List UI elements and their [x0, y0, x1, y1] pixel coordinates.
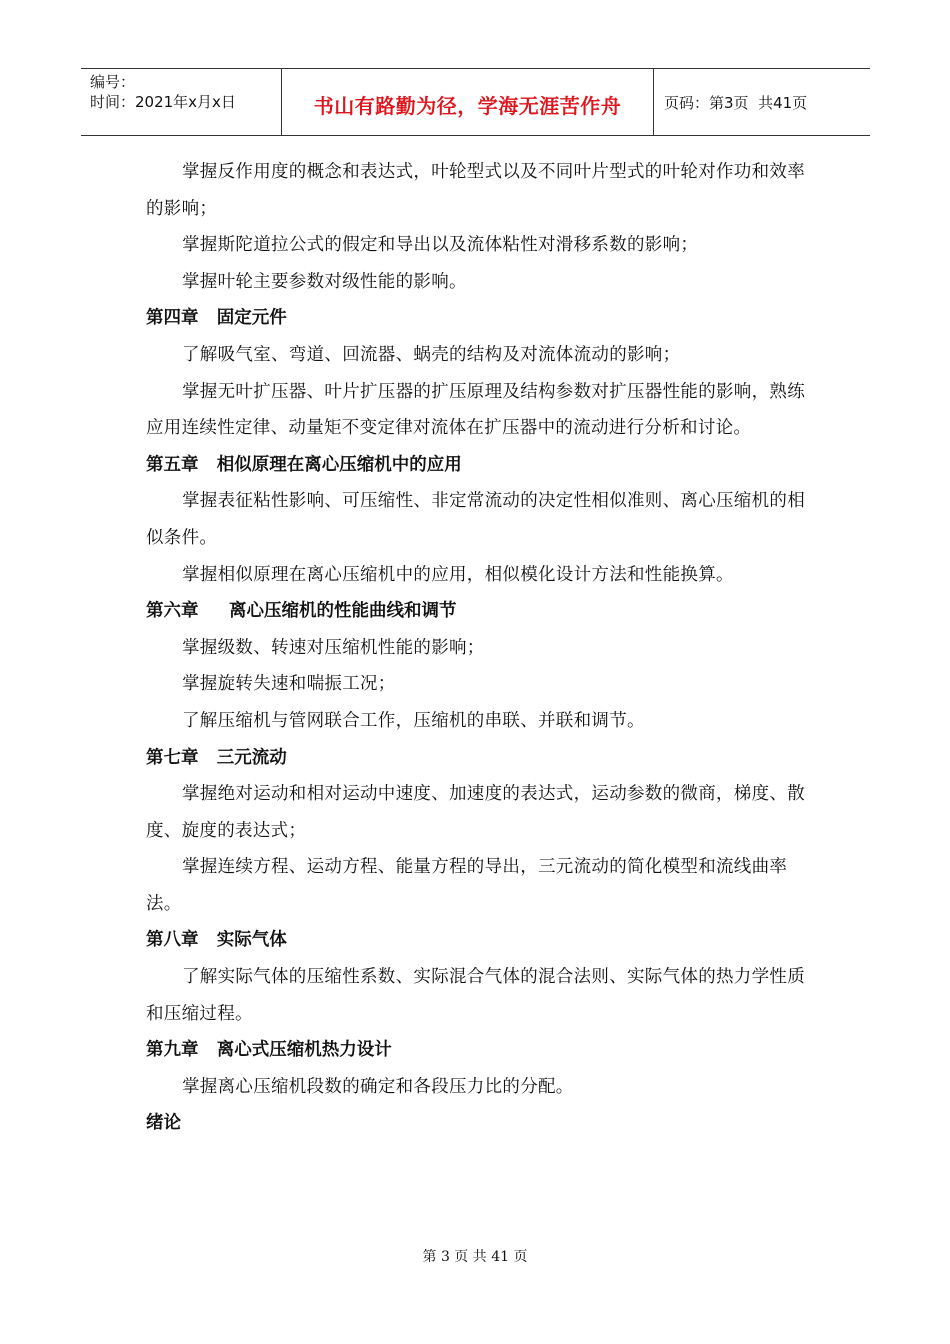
header-meta [81, 69, 282, 135]
body-paragraph: 掌握离心压缩机段数的确定和各段压力比的分配。 [182, 1076, 574, 1097]
page-info-text: 页码：第3页 共41页 [664, 93, 808, 112]
body-paragraph: 掌握叶轮主要参数对级性能的影响。 [182, 271, 467, 292]
body-paragraph: 掌握斯陀道拉公式的假定和导出以及流体粘性对滑移系数的影响； [182, 235, 699, 256]
chapter-heading: 第八章 实际气体 [146, 930, 287, 951]
body-paragraph: 了解实际气体的压缩性系数、实际混合气体的混合法则、实际气体的热力学性质和压缩过程。 [146, 967, 805, 1024]
page-footer: 第 3 页 共 41 页 [422, 1249, 528, 1265]
code-label: 编号： [90, 73, 136, 91]
body-paragraph: 掌握绝对运动和相对运动中速度、加速度的表达式，运动参数的微商，梯度、散度、旋度的表达式； [146, 784, 805, 841]
body-paragraph: 掌握无叶扩压器、叶片扩压器的扩压原理及结构参数对扩压器性能的影响，熟练应用连续性定律、动量矩不变定律对流体在扩压器中的流动进行分析和讨论。 [146, 381, 805, 439]
time-label: 时间：2021年x月x日 [90, 93, 236, 111]
chapter-heading: 第九章 离心式压缩机热力设计 [146, 1040, 392, 1061]
body-paragraph: 掌握级数、转速对压缩机性能的影响； [182, 637, 485, 658]
body-paragraph: 掌握表征粘性影响、可压缩性、非定常流动的决定性相似准则、离心压缩机的相似条件。 [146, 491, 805, 548]
body-paragraph: 掌握连续方程、运动方程、能量方程的导出，三元流动的简化模型和流线曲率法。 [146, 857, 788, 914]
body-paragraph: 了解压缩机与管网联合工作，压缩机的串联、并联和调节。 [182, 710, 645, 731]
body-paragraph: 了解吸气室、弯道、回流器、蜗壳的结构及对流体流动的影响； [182, 344, 681, 365]
page-header [81, 68, 870, 136]
body-paragraph: 掌握相似原理在离心压缩机中的应用，相似模化设计方法和性能换算。 [182, 564, 734, 585]
header-page-info [654, 69, 870, 135]
chapter-heading: 第六章 离心压缩机的性能曲线和调节 [146, 601, 457, 622]
document-body [146, 154, 810, 1142]
body-paragraph: 掌握旋转失速和喘振工况； [182, 674, 396, 695]
chapter-heading: 第七章 三元流动 [146, 747, 287, 768]
chapter-heading: 第五章 相似原理在离心压缩机中的应用 [146, 454, 462, 475]
body-paragraph: 掌握反作用度的概念和表达式，叶轮型式以及不同叶片型式的叶轮对作功和效率的影响； [146, 162, 805, 219]
chapter-heading: 绪论 [146, 1113, 181, 1134]
chapter-heading: 第四章 固定元件 [146, 308, 287, 329]
header-motto: 书山有路勤为径，学海无涯苦作舟 [282, 69, 654, 135]
